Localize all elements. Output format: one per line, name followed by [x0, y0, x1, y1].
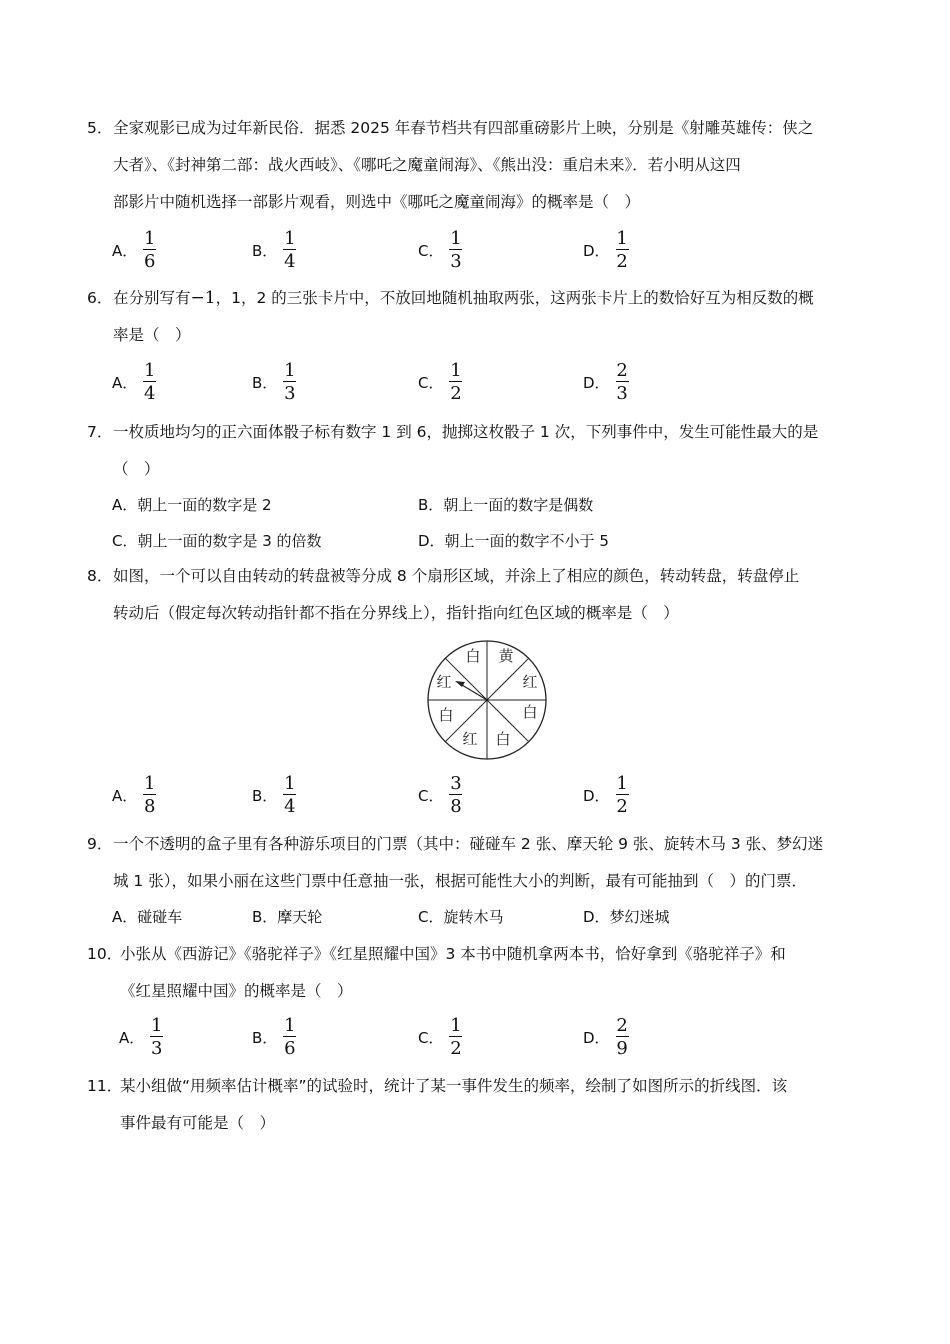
denominator: 8 [450, 796, 462, 817]
option-a[interactable] [112, 228, 156, 272]
question-number: 9． [87, 835, 113, 853]
denominator: 4 [284, 251, 296, 272]
question-text-line: 城 1 张），如果小丽在这些门票中任意抽一张，根据可能性大小的判断，最有可能抽到（ ）的门票． [113, 872, 807, 890]
option-label: C． [418, 1028, 444, 1047]
sector-label: 红 [436, 673, 452, 691]
option-a[interactable]: A．碰碰车 [112, 908, 183, 926]
fraction [143, 229, 156, 271]
fraction [616, 229, 629, 271]
text: ，1，2 的三张卡片中，不放回地随机抽取两张，这两张卡片上的数恰好互为相反数的概 [215, 289, 814, 307]
option-a[interactable]: A．朝上一面的数字是 2 [112, 496, 272, 514]
option-b[interactable] [252, 773, 296, 817]
denominator: 4 [144, 383, 156, 404]
option-d[interactable] [583, 228, 629, 272]
option-d[interactable] [583, 360, 629, 404]
option-label: A． [112, 241, 138, 260]
numerator: 2 [616, 360, 628, 381]
sector-label: 白 [522, 703, 538, 721]
numerator: 1 [151, 1015, 163, 1036]
fraction [150, 1016, 163, 1058]
denominator: 3 [616, 383, 628, 404]
option-b[interactable] [252, 1015, 296, 1059]
option-d[interactable]: D．朝上一面的数字不小于 5 [418, 532, 609, 550]
sector-label: 黄 [498, 647, 514, 665]
numerator: 1 [284, 228, 296, 249]
option-b[interactable] [252, 360, 296, 404]
question-number: 5． [87, 119, 113, 137]
sector-label: 红 [522, 673, 538, 691]
denominator: 3 [284, 383, 296, 404]
option-c[interactable] [418, 1015, 462, 1059]
numerator: 2 [616, 1015, 628, 1036]
text: 在分别写有 [113, 289, 191, 307]
question-number: 6． [87, 289, 113, 307]
fraction [449, 1016, 462, 1058]
option-label: D． [583, 786, 610, 805]
question-text-line: 事件最有可能是（ ） [120, 1114, 276, 1132]
question-text-line: 部影片中随机选择一部影片观看，则选中《哪吒之魔童闹海》的概率是（ ） [113, 193, 641, 211]
numerator: 1 [450, 228, 462, 249]
question-number: 7． [87, 423, 113, 441]
question-text-line: 某小组做“用频率估计概率”的试验时，统计了某一事件发生的频率，绘制了如图所示的折线图．该 [120, 1077, 788, 1095]
fraction [283, 1016, 296, 1058]
question-text-line: （ ） [113, 460, 160, 478]
fraction [616, 774, 629, 816]
fraction [143, 361, 156, 403]
option-label: B． [252, 373, 278, 392]
numerator: 1 [284, 1015, 296, 1036]
question-number: 11． [87, 1077, 123, 1095]
fraction [616, 361, 629, 403]
question-text-line: 大者》、《封神第二部：战火西岐》、《哪吒之魔童闹海》、《熊出没：重启未来》．若小明从这四 [113, 156, 741, 174]
option-c[interactable] [418, 228, 462, 272]
numerator: 1 [144, 773, 156, 794]
option-label: C． [418, 786, 444, 805]
question-number: 10． [87, 945, 123, 963]
option-d[interactable] [583, 773, 629, 817]
denominator: 2 [450, 1038, 462, 1059]
denominator: 2 [616, 251, 628, 272]
numerator: 1 [144, 360, 156, 381]
fraction [283, 774, 296, 816]
denominator: 3 [151, 1038, 163, 1059]
question-10 [87, 936, 867, 1010]
option-c[interactable]: C．朝上一面的数字是 3 的倍数 [112, 532, 322, 550]
option-label: D． [583, 1028, 610, 1047]
fraction [283, 361, 296, 403]
denominator: 8 [144, 796, 156, 817]
denominator: 6 [284, 1038, 296, 1059]
option-label: B． [252, 786, 278, 805]
fraction [449, 229, 462, 271]
numerator: 1 [616, 773, 628, 794]
question-text-line: 如图，一个可以自由转动的转盘被等分成 8 个扇形区域，并涂上了相应的颜色，转动转盘，转盘停止 [113, 567, 800, 585]
numerator: 3 [450, 773, 462, 794]
option-c[interactable]: C．旋转木马 [418, 908, 504, 926]
option-b[interactable] [252, 228, 296, 272]
sector-label: 白 [495, 730, 511, 748]
option-d[interactable]: D．梦幻迷城 [583, 908, 670, 926]
numerator: 1 [284, 360, 296, 381]
option-a[interactable] [112, 360, 156, 404]
option-label: B． [252, 241, 278, 260]
denominator: 6 [144, 251, 156, 272]
question-text-line [113, 280, 867, 317]
spinner-wheel [425, 638, 549, 762]
fraction [283, 229, 296, 271]
option-c[interactable] [418, 773, 462, 817]
question-text-line: 转动后（假定每次转动指针都不指在分界线上），指针指向红色区域的概率是（ ） [113, 604, 679, 622]
denominator: 3 [450, 251, 462, 272]
option-label: C． [418, 373, 444, 392]
math-negative-one: −1 [190, 288, 216, 308]
denominator: 9 [616, 1038, 628, 1059]
fraction [143, 774, 156, 816]
option-a[interactable] [119, 1015, 163, 1059]
denominator: 2 [450, 383, 462, 404]
question-6 [87, 280, 867, 354]
question-text-line: 一个不透明的盒子里有各种游乐项目的门票（其中：碰碰车 2 张、摩天轮 9 张、旋转木马 3 张、梦幻迷 [113, 835, 824, 853]
option-label: D． [583, 373, 610, 392]
question-11 [87, 1068, 867, 1142]
question-text-line: 率是（ ） [113, 326, 191, 344]
denominator: 2 [616, 796, 628, 817]
fraction [616, 1016, 629, 1058]
numerator: 1 [450, 360, 462, 381]
question-text-line: 小张从《西游记》《骆驼祥子》《红星照耀中国》3 本书中随机拿两本书，恰好拿到《骆驼祥子》和 [120, 945, 786, 963]
numerator: 1 [144, 228, 156, 249]
option-label: A． [119, 1028, 145, 1047]
question-text-line: 一枚质地均匀的正六面体骰子标有数字 1 到 6，抛掷这枚骰子 1 次，下列事件中，发生可能性最大的是 [113, 423, 819, 441]
question-5 [87, 110, 867, 221]
question-9 [87, 826, 867, 900]
option-a[interactable] [112, 773, 156, 817]
option-label: A． [112, 786, 138, 805]
option-label: D． [583, 241, 610, 260]
fraction [449, 774, 462, 816]
option-label: A． [112, 373, 138, 392]
option-label: C． [418, 241, 444, 260]
sector-label: 白 [465, 647, 481, 665]
question-7 [87, 414, 867, 488]
option-d[interactable] [583, 1015, 629, 1059]
sector-label: 白 [438, 706, 454, 724]
question-text-line: 《红星照耀中国》的概率是（ ） [120, 982, 353, 1000]
numerator: 1 [450, 1015, 462, 1036]
option-c[interactable] [418, 360, 462, 404]
numerator: 1 [616, 228, 628, 249]
sector-label: 红 [462, 730, 478, 748]
numerator: 1 [284, 773, 296, 794]
fraction [449, 361, 462, 403]
option-b[interactable]: B．摩天轮 [252, 908, 323, 926]
option-b[interactable]: B．朝上一面的数字是偶数 [418, 496, 594, 514]
question-number: 8． [87, 567, 113, 585]
denominator: 4 [284, 796, 296, 817]
question-text-line: 全家观影已成为过年新民俗．据悉 2025 年春节档共有四部重磅影片上映，分别是《射雕英雄传：侠之 [113, 119, 814, 137]
question-8 [87, 558, 867, 632]
option-label: B． [252, 1028, 278, 1047]
